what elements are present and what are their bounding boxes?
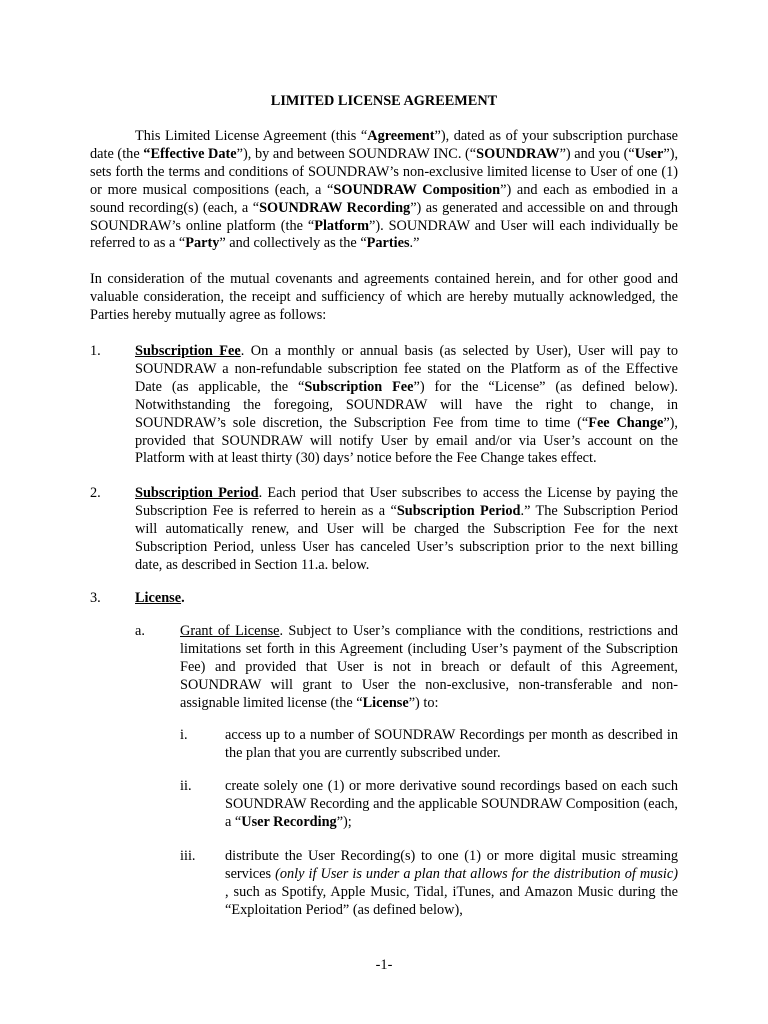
defined-term: Parties — [366, 235, 410, 252]
text: .” The Subscription Period will automatically renew, and User will be charged the Subscription Fee for the next Subscription Period, unless User has canceled User’s subscription prior to the next billing date, as described in Section 11.a. below. — [135, 502, 679, 573]
section-body — [135, 590, 678, 608]
item-ii — [180, 778, 678, 832]
defined-term: License — [362, 694, 409, 711]
defined-term: Platform — [314, 217, 369, 234]
section-heading: Subscription Period — [135, 485, 259, 501]
text: .” — [409, 235, 420, 252]
section-number: 1. — [90, 343, 101, 359]
defined-term: User — [634, 145, 664, 162]
text: This Limited License Agreement (this “ — [135, 128, 368, 144]
section-3 — [90, 590, 678, 608]
consideration-paragraph: In consideration of the mutual covenants and agreements contained herein, and for other good and valuable consideration, the receipt and sufficiency of which are hereby mutually acknowledged, the Parties hereby mutually agree as follows: — [90, 271, 678, 323]
text: ”) for the “License” (as defined below). Notwithstanding the foregoing, SOUNDRAW will have the right to change, in SOUNDRAW’s sole discretion, the Subscription Fee from time to time (“ — [135, 378, 678, 431]
item-number: iii. — [180, 848, 196, 864]
defined-term: Fee Change — [588, 414, 664, 431]
text: create solely one (1) or more derivative sound recordings based on each such SOUNDRAW Recording and the applicable SOUNDRAW Composition (each, a “ — [225, 778, 678, 830]
text: ”), sets forth the terms and conditions of SOUNDRAW’s non-exclusive limited license to User of one (1) or more musical compositions (each, a “ — [90, 145, 679, 198]
section-1 — [90, 343, 678, 468]
text: ”), by and between SOUNDRAW INC. (“ — [236, 145, 477, 162]
section-3a — [135, 623, 678, 713]
text: ”), provided that SOUNDRAW will notify User by email and/or via User’s account on the Platform with at least thirty (30) days’ notice before the Fee Change takes effect. — [135, 414, 679, 467]
text: . Each period that User subscribes to access the License by paying the Subscription Fee is referred to herein as a “ — [135, 485, 678, 519]
item-i — [180, 727, 678, 763]
text: ” and collectively as the “ — [219, 235, 367, 252]
item-body: access up to a number of SOUNDRAW Recordings per month as described in the plan that you are currently subscribed under. — [225, 727, 678, 761]
intro-paragraph — [90, 128, 678, 253]
subsection-number: a. — [135, 623, 145, 639]
section-number: 2. — [90, 485, 101, 501]
section-body — [135, 485, 678, 575]
section-2 — [90, 485, 678, 575]
document-title: LIMITED LICENSE AGREEMENT — [270, 93, 498, 109]
italic-note: (only if User is under a plan that allows for the distribution of music) — [275, 865, 678, 882]
text: . On a monthly or annual basis (as selected by User), User will pay to SOUNDRAW a non-refundable subscription fee stated on the Platform as of the Effective Date (as applicable, the “ — [135, 343, 678, 395]
defined-term: User Recording — [241, 813, 337, 830]
text: , such as Spotify, Apple Music, Tidal, iTunes, and Amazon Music during the “Exploitation Period” (as defined below), — [225, 883, 678, 918]
defined-term: SOUNDRAW Recording — [259, 199, 411, 216]
item-iii — [180, 848, 678, 920]
defined-term: Subscription Period — [396, 502, 521, 519]
text: ”); — [336, 813, 352, 830]
section-number: 3. — [90, 590, 101, 606]
text: ”). SOUNDRAW and User will each individually be referred to as a “ — [90, 217, 678, 252]
section-heading: Subscription Fee — [135, 343, 241, 359]
text: ”) and you (“ — [559, 145, 635, 162]
subsection-heading: Grant of License — [180, 623, 280, 639]
defined-term: “Effective Date — [143, 145, 237, 162]
defined-term: Agreement — [367, 128, 435, 144]
section-heading: License — [135, 590, 182, 606]
item-number: i. — [180, 727, 188, 743]
text: distribute the User Recording(s) to one (1) or more digital music streaming services — [225, 848, 678, 882]
defined-term: SOUNDRAW Composition — [333, 181, 501, 198]
text: . Subject to User’s compliance with the conditions, restrictions and limitations set forth in this Agreement (including User’s payment of the Subscription Fee) and provided that User is not in breach or default of this Agreement, SOUNDRAW will grant to User the non-exclusive, non-transferable and non-assignable limited license (the “ — [180, 623, 678, 711]
defined-term: Subscription Fee — [304, 378, 414, 395]
text: ”) as generated and accessible on and through SOUNDRAW’s online platform (the “ — [90, 199, 678, 234]
text: ”) to: — [408, 694, 439, 711]
text: . — [181, 590, 185, 606]
defined-term: SOUNDRAW — [476, 145, 560, 162]
text: ”), dated as of your subscription purchase date (the — [90, 128, 678, 162]
item-number: ii. — [180, 778, 192, 794]
page-number: -1- — [375, 957, 393, 973]
item-body — [225, 848, 678, 920]
subsection-body — [180, 623, 678, 713]
section-body — [135, 343, 678, 468]
item-body — [225, 778, 678, 832]
text: ”) and each as embodied in a sound recording(s) (each, a “ — [90, 181, 678, 216]
defined-term: Party — [185, 235, 220, 252]
